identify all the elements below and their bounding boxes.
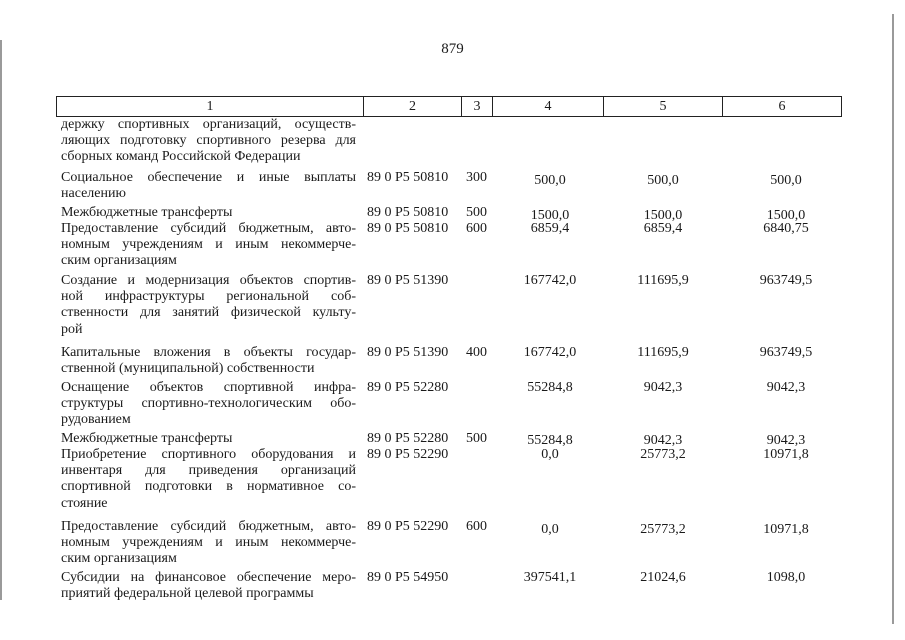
row-value-col-5: 111695,9	[637, 345, 689, 360]
row-name-line: спортивной подготовки в нормативное со-	[61, 479, 356, 495]
row-name-line: сборных команд Российской Федерации	[61, 149, 301, 165]
header-col-6: 6	[722, 97, 841, 116]
row-name	[61, 431, 356, 447]
row-name	[61, 273, 356, 338]
row-expense-type: 500	[466, 431, 487, 446]
left-scan-edge	[0, 40, 2, 600]
row-expense-type: 400	[466, 345, 487, 360]
header-col-5: 5	[603, 97, 722, 116]
row-expense-type: 500	[466, 205, 487, 220]
row-name-line: ной инфраструктуры региональной соб-	[61, 289, 356, 305]
row-value-col-4: 0,0	[541, 522, 559, 537]
row-name-line: ским организациям	[61, 551, 177, 567]
row-expense-type: 600	[466, 221, 487, 236]
row-code: 89 0 P5 52280	[367, 431, 449, 446]
row-code: 89 0 P5 52290	[367, 519, 449, 534]
row-value-col-4: 0,0	[541, 447, 559, 462]
header-col-1: 1	[206, 99, 214, 114]
row-name-line: ским организациям	[61, 253, 177, 269]
row-name-line: Межбюджетные трансферты	[61, 205, 233, 220]
row-value-col-6: 500,0	[770, 173, 802, 188]
row-value-col-5: 25773,2	[640, 522, 686, 537]
row-name-line: Предоставление субсидий бюджетным, авто-	[61, 519, 356, 534]
row-value-col-4: 6859,4	[530, 221, 570, 236]
row-code: 89 0 P5 52280	[367, 380, 449, 395]
table-header-row	[56, 96, 842, 117]
page-number: 879	[441, 41, 464, 57]
row-name	[61, 380, 356, 429]
row-name	[61, 447, 356, 512]
row-value-col-6: 963749,5	[759, 345, 813, 360]
row-name-line: Создание и модернизация объектов спортив-	[61, 273, 356, 288]
row-name-line: населению	[61, 186, 126, 202]
row-name-line: инвентаря для приведения организаций	[61, 463, 356, 479]
row-code: 89 0 P5 52290	[367, 447, 449, 462]
row-name-line: Субсидии на финансовое обеспечение меро-	[61, 570, 356, 585]
row-value-col-5: 21024,6	[640, 570, 686, 585]
row-expense-type: 600	[466, 519, 487, 534]
row-value-col-6: 9042,3	[766, 433, 806, 448]
row-name	[61, 345, 356, 377]
row-name	[61, 117, 356, 166]
row-name-line: приятий федеральной целевой программы	[61, 586, 314, 602]
header-col-3: 3	[461, 97, 492, 116]
row-value-col-6: 9042,3	[766, 380, 806, 395]
header-col-2: 2	[363, 97, 461, 116]
row-name-line: рой	[61, 321, 83, 337]
row-name-line: ляющих подготовку спортивного резерва для	[61, 133, 356, 149]
row-name-line: Капитальные вложения в объекты государ-	[61, 345, 356, 360]
row-expense-type: 300	[466, 170, 487, 185]
row-value-col-5: 25773,2	[640, 447, 686, 462]
row-value-col-5: 9042,3	[643, 433, 683, 448]
row-value-col-6: 6840,75	[763, 221, 809, 236]
row-name	[61, 170, 356, 202]
row-name-line: Приобретение спортивного оборудования и	[61, 447, 356, 462]
row-name-line: Межбюджетные трансферты	[61, 431, 233, 446]
row-value-col-6: 10971,8	[763, 522, 809, 537]
row-name-line: структуры спортивно-технологическим обо-	[61, 396, 356, 412]
row-code: 89 0 P5 54950	[367, 570, 449, 585]
row-code: 89 0 P5 50810	[367, 170, 449, 185]
row-value-col-6: 10971,8	[763, 447, 809, 462]
row-name	[61, 519, 356, 568]
row-value-col-5: 6859,4	[643, 221, 683, 236]
row-code: 89 0 P5 50810	[367, 221, 449, 236]
row-value-col-6: 1098,0	[766, 570, 806, 585]
row-value-col-5: 111695,9	[637, 273, 689, 288]
row-name-line: Социальное обеспечение и иные выплаты	[61, 170, 356, 185]
row-name-line: стояние	[61, 495, 108, 511]
row-value-col-4: 55284,8	[527, 433, 573, 448]
row-name	[61, 570, 356, 602]
row-value-col-4: 167742,0	[523, 345, 577, 360]
row-name-line: Оснащение объектов спортивной инфра-	[61, 380, 356, 395]
row-name-line: номным учреждениям и иным некоммерче-	[61, 535, 356, 551]
row-value-col-6: 1500,0	[766, 208, 806, 223]
row-name-line: номным учреждениям и иным некоммерче-	[61, 237, 356, 253]
row-name	[61, 221, 356, 270]
row-code: 89 0 P5 50810	[367, 205, 449, 220]
row-value-col-4: 167742,0	[523, 273, 577, 288]
row-value-col-4: 500,0	[534, 173, 566, 188]
row-value-col-5: 500,0	[647, 173, 679, 188]
row-name-line: Предоставление субсидий бюджетным, авто-	[61, 221, 356, 236]
row-name	[61, 205, 356, 221]
header-col-4: 4	[492, 97, 603, 116]
row-value-col-5: 9042,3	[643, 380, 683, 395]
row-value-col-4: 397541,1	[523, 570, 577, 585]
row-value-col-4: 1500,0	[530, 208, 570, 223]
row-name-line: ственности для занятий физической культу-	[61, 305, 356, 321]
right-scan-edge	[892, 14, 894, 624]
row-value-col-6: 963749,5	[759, 273, 813, 288]
row-name-line: держку спортивных организаций, осуществ-	[61, 117, 356, 132]
row-code: 89 0 P5 51390	[367, 345, 449, 360]
row-value-col-4: 55284,8	[527, 380, 573, 395]
row-value-col-5: 1500,0	[643, 208, 683, 223]
row-name-line: рудованием	[61, 412, 131, 428]
row-name-line: ственной (муниципальной) собственности	[61, 361, 315, 377]
row-code: 89 0 P5 51390	[367, 273, 449, 288]
